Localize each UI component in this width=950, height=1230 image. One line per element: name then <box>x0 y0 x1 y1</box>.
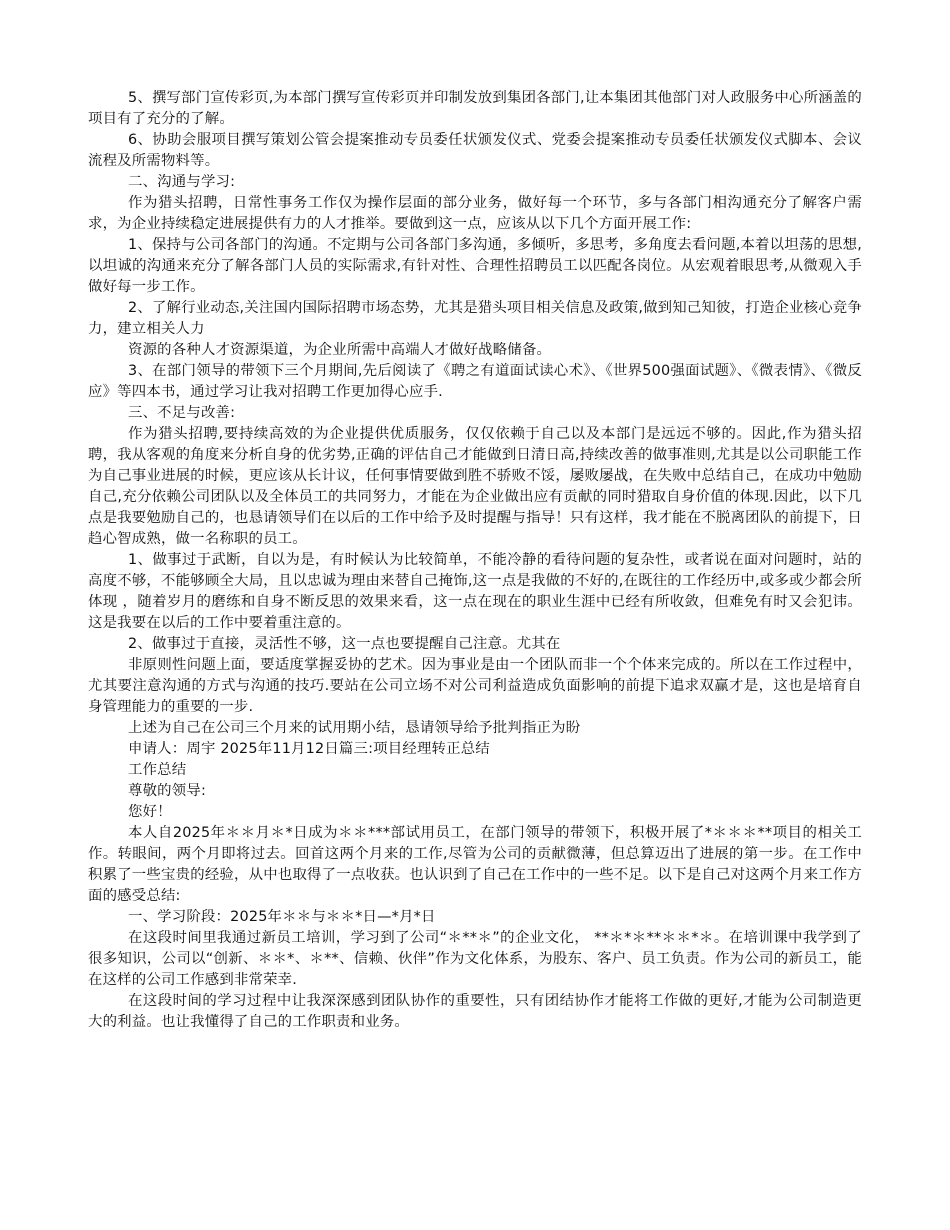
paragraph-shortcoming-1: 1、做事过于武断，自以为是，有时候认为比较简单，不能冷静的看待问题的复杂性，或者说在面对问题时，站的高度不够，不能够顾全大局，且以忠诚为理由来替自己掩饰,这一点是我做的不好的,在既往的工作经历中,或多或少都会所体现 ，随着岁月的磨练和自身不断反思的效果来看，这一点在现在的职业生涯中已经有所收敛，但难免有时又会犯讳。这是我要在以后的工作中要着重注意的。 <box>88 552 862 631</box>
paragraph-closing: 上述为自己在公司三个月来的试用期小结，恳请领导给予批判指正为盼 <box>128 720 581 736</box>
section-heading-learning: 一、学习阶段：2025年＊＊与＊＊*日—*月*日 <box>128 909 436 925</box>
section-heading-shortcomings: 三、不足与改善: <box>128 405 236 421</box>
applicant-line: 申请人：周宇 2025年11月12日篇三:项目经理转正总结 <box>128 741 490 757</box>
paragraph-point-3: 3、在部门领导的带领下三个月期间,先后阅读了《聘之有道面试读心术》、《世界500强面试题》、《微表情》、《微反应》等四本书，通过学习让我对招聘工作更加得心应手. <box>88 363 862 400</box>
report-title: 工作总结 <box>128 762 187 778</box>
paragraph-point-1: 1、保持与公司各部门的沟通。不定期与公司各部门多沟通，多倾听，多思考，多角度去看问题,本着以坦荡的思想,以坦诚的沟通来充分了解各部门人员的实际需求,有针对性、合理性招聘员工以匹配各岗位。从宏观着眼思考,从微观入手做好每一步工作。 <box>88 237 862 295</box>
paragraph-shortcoming-2-cont: 非原则性问题上面，要适度掌握妥协的艺术。因为事业是由一个团队而非一个个体来完成的。所以在工作过程中，尤其要注意沟通的方式与沟通的技巧.要站在公司立场不对公司利益造成负面影响的前提下追求双赢才是，这也是培育自身管理能力的重要的一步. <box>88 657 862 715</box>
paragraph-shortcoming-2: 2、做事过于直接，灵活性不够，这一点也要提醒自己注意。尤其在 <box>128 636 561 652</box>
paragraph-learning-2: 在这段时间的学习过程中让我深深感到团队协作的重要性，只有团结协作才能将工作做的更好,才能为公司制造更大的利益。也让我懂得了自己的工作职责和业务。 <box>88 993 862 1030</box>
paragraph-item-5: 5、撰写部门宣传彩页,为本部门撰写宣传彩页并印制发放到集团各部门,让本集团其他部门对人政服务中心所涵盖的项目有了充分的了解。 <box>88 90 862 127</box>
greeting: 您好！ <box>128 804 172 820</box>
paragraph-item-6: 6、协助会服项目撰写策划公管会提案推动专员委任状颁发仪式、党委会提案推动专员委任状颁发仪式脚本、会议流程及所需物料等。 <box>88 132 862 169</box>
salutation: 尊敬的领导: <box>128 783 207 799</box>
section-heading-communication: 二、沟通与学习: <box>128 174 236 190</box>
paragraph-point-2-cont: 资源的各种人才资源渠道，为企业所需中高端人才做好战略储备。 <box>128 342 552 358</box>
paragraph-intro: 作为猎头招聘，日常性事务工作仅为操作层面的部分业务，做好每一个环节，多与各部门相沟通充分了解客户需求，为企业持续稳定进展提供有力的人才推举。要做到这一点，应该从以下几个方面开展工作: <box>88 195 862 232</box>
paragraph-learning-1: 在这段时间里我通过新员工培训，学习到了公司“＊**＊”的企业文化， **＊*＊**＊＊*＊。在培训课中我学到了很多知识，公司以“创新、＊＊*、＊**、信赖、伙伴”作为文化体系，为股东、客户、员工负责。作为公司的新员工，能在这样的公司工作感到非常荣幸. <box>88 930 862 988</box>
paragraph-shortcomings-intro: 作为猎头招聘,要持续高效的为企业提供优质服务，仅仅依赖于自己以及本部门是远远不够的。因此,作为猎头招聘，我从客观的角度来分析自身的优劣势,正确的评估自己才能做到日清日高,持续改善的做事准则,尤其是以公司职能工作为自己事业进展的时候，更应该从长计议，任何事情要做到胜不骄败不馁，屡败屡战，在失败中总结自己，在成功中勉励自己,充分依赖公司团队以及全体员工的共同努力，才能在为企业做出应有贡献的同时猎取自身价值的体现.因此，以下几点是我要勉励自己的，也恳请领导们在以后的工作中给予及时提醒与指导！只有这样，我才能在不脱离团队的前提下，日趋心智成熟，做一名称职的员工。 <box>88 426 862 547</box>
paragraph-summary-intro: 本人自2025年＊＊月＊*日成为＊＊***部试用员工，在部门领导的带领下，积极开展了*＊＊＊**项目的相关工作。转眼间，两个月即将过去。回首这两个月来的工作,尽管为公司的贡献微薄，但总算迈出了进展的第一步。在工作中积累了一些宝贵的经验，从中也取得了一点收获。也认识到了自己在工作中的一些不足。以下是自己对这两个月来工作方面的感受总结: <box>88 825 862 904</box>
paragraph-point-2: 2、了解行业动态,关注国内国际招聘市场态势，尤其是猎头项目相关信息及政策,做到知己知彼，打造企业核心竞争力，建立相关人力 <box>88 300 862 337</box>
document-page <box>88 88 862 1033</box>
